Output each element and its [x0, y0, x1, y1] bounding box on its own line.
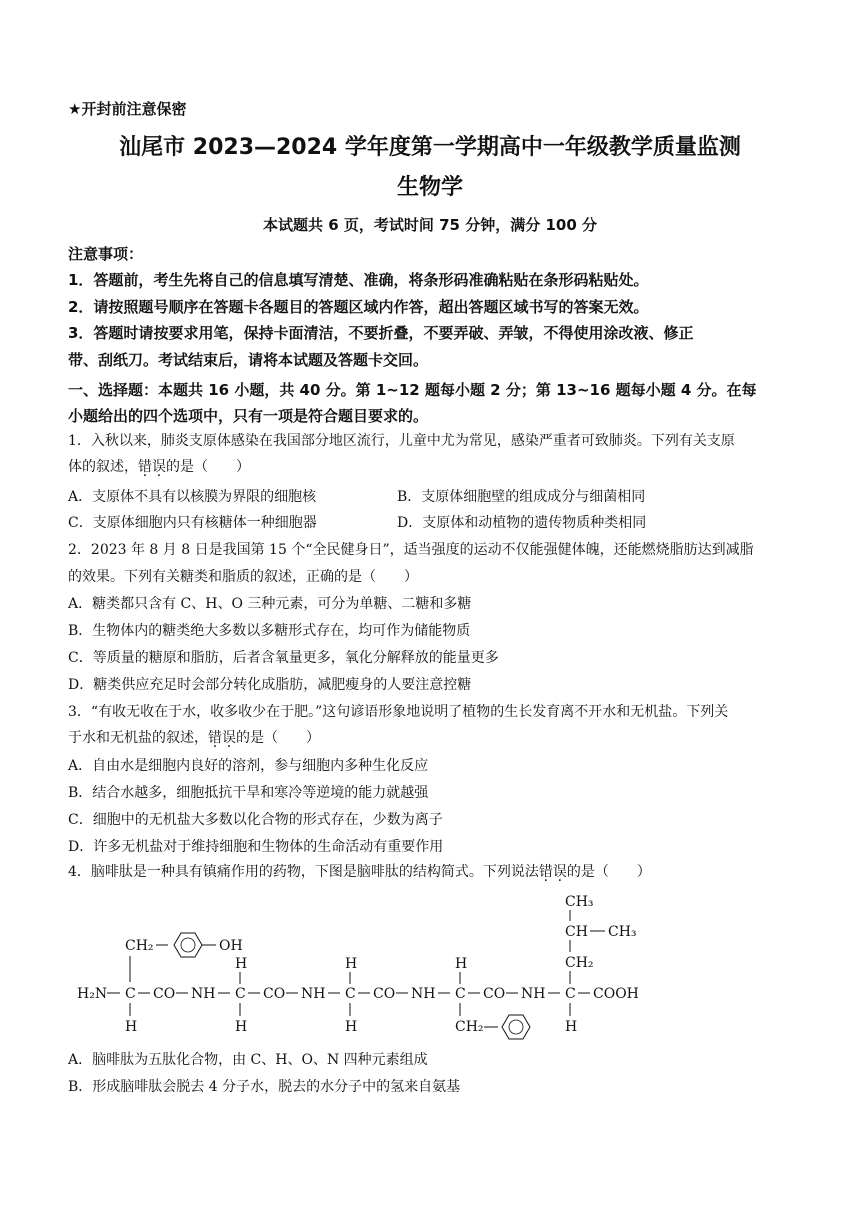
q3-option-c: C．细胞中的无机盐大多数以化合物的形式存在，少数为离子 [68, 812, 443, 828]
phe-ch2: CH₂ [455, 1019, 484, 1035]
chain-co2: CO [263, 986, 286, 1002]
section-1-heading-line-2: 小题给出的四个选项中，只有一项是符合题目要求的。 [68, 407, 429, 425]
q1-stem-line-1: 1．入秋以来，肺炎支原体感染在我国部分地区流行，儿童中尤为常见，感染严重者可致肺炎。下列有关支原 [68, 433, 735, 449]
notes-heading: 注意事项： [68, 245, 144, 263]
note-2: 2．请按照题号顺序在答题卡各题目的答题区域内作答，超出答题区域书写的答案无效。 [68, 298, 649, 316]
q4-stem [68, 862, 651, 882]
chain-cooh: COOH [593, 986, 639, 1002]
benzene-ring-icon [502, 1015, 530, 1039]
chain-c4: C [455, 986, 466, 1002]
q4-option-b: B．形成脑啡肽会脱去 4 分子水，脱去的水分子中的氢来自氨基 [68, 1079, 461, 1095]
q2-option-d: D．糖类供应充足时会部分转化成脂肪，减肥瘦身的人要注意控糖 [68, 677, 472, 693]
q4-stem-post: 的是（ ） [566, 864, 651, 880]
chain-c5: C [565, 986, 576, 1002]
section-1-heading-line-1: 一、选择题：本题共 16 小题，共 40 分。第 1~12 题每小题 2 分；第 13~16 题每小题 4 分。在每 [68, 381, 757, 399]
c5-h-bottom: H [565, 1019, 578, 1035]
q3-option-d: D．许多无机盐对于维持细胞和生物体的生命活动有重要作用 [68, 839, 444, 855]
chain-c2: C [235, 986, 246, 1002]
q3-option-b: B．结合水越多，细胞抵抗干旱和寒冷等逆境的能力就越强 [68, 785, 429, 801]
q3-option-a: A．自由水是细胞内良好的溶剂，参与细胞内多种生化反应 [68, 758, 429, 774]
q3-stem-line-1: 3．“有收无收在于水，收多收少在于肥。”这句谚语形象地说明了植物的生长发育离不开水和无机盐。下列关 [68, 704, 729, 720]
q3-stem-pre: 于水和无机盐的叙述， [68, 730, 208, 746]
q3-stem-line-2 [68, 728, 320, 748]
q1-stem-pre: 体的叙述， [68, 459, 138, 475]
q1-stem-post: 的是（ ） [166, 459, 250, 475]
benzene-ring-icon [174, 933, 202, 957]
q4-option-a: A．脑啡肽为五肽化合物，由 C、H、O、N 四种元素组成 [68, 1052, 428, 1068]
exam-title: 汕尾市 2023—2024 学年度第一学期高中一年级教学质量监测 [119, 135, 741, 160]
q2-stem-line-1: 2．2023 年 8 月 8 日是我国第 15 个“全民健身日”，适当强度的运动不仅能强健体魄，还能燃烧脂肪达到减脂 [68, 542, 754, 558]
leu-ch2: CH₂ [565, 955, 594, 971]
q1-stem-line-2 [68, 457, 250, 477]
note-3-line-2: 带、刮纸刀。考试结束后，请将本试题及答题卡交回。 [68, 351, 429, 369]
c4-h-top: H [455, 956, 468, 972]
tyr-ch2: CH₂ [125, 938, 154, 954]
leu-ch3-top: CH₃ [565, 894, 594, 910]
leu-ch3-right: CH₃ [608, 924, 637, 940]
q2-option-c: C．等质量的糖原和脂肪，后者含氧量更多，氧化分解释放的能量更多 [68, 650, 499, 666]
enkephalin-structure-diagram [70, 888, 670, 1043]
c2-h-bottom: H [235, 1019, 248, 1035]
chain-nh3: NH [411, 986, 436, 1002]
q4-emphasis-2: 误 [552, 864, 567, 880]
chain-nh4: NH [521, 986, 546, 1002]
c3-h-bottom: H [345, 1019, 358, 1035]
q4-emphasis-1: 错 [538, 864, 553, 880]
chain-co4: CO [483, 986, 506, 1002]
note-1: 1．答题前，考生先将自己的信息填写清楚、准确，将条形码准确粘贴在条形码粘贴处。 [68, 271, 649, 289]
q3-stem-post: 的是（ ） [236, 730, 320, 746]
q2-option-a: A．糖类都只含有 C、H、O 三种元素，可分为单糖、二糖和多糖 [68, 596, 472, 612]
tyr-oh: OH [219, 938, 243, 954]
c1-h-bottom: H [125, 1019, 138, 1035]
q4-stem-pre: 4．脑啡肽是一种具有镇痛作用的药物，下图是脑啡肽的结构简式。下列说法 [68, 864, 539, 880]
confidential-notice: ★开封前注意保密 [68, 100, 187, 118]
note-3-line-1: 3．答题时请按要求用笔，保持卡面清洁，不要折叠，不要弄破、弄皱，不得使用涂改液、修正 [68, 324, 694, 342]
q2-option-b: B．生物体内的糖类绝大多数以多糖形式存在，均可作为储能物质 [68, 623, 471, 639]
chain-c1: C [125, 986, 136, 1002]
q2-stem-line-2: 的效果。下列有关糖类和脂质的叙述，正确的是（ ） [68, 569, 418, 585]
q3-emphasis-2: 误 [222, 730, 236, 746]
chain-c3: C [345, 986, 356, 1002]
chain-co1: CO [153, 986, 176, 1002]
leu-ch: CH [565, 924, 588, 940]
chain-nh1: NH [191, 986, 216, 1002]
q1-emphasis-1: 错 [138, 459, 152, 475]
q1-option-d: D．支原体和动植物的遗传物质种类相同 [397, 515, 647, 531]
subject-title: 生物学 [396, 175, 463, 200]
c2-h-top: H [235, 956, 248, 972]
chain-co3: CO [373, 986, 396, 1002]
q1-option-c: C．支原体细胞内只有核糖体一种细胞器 [68, 515, 317, 531]
chain-nh2: NH [301, 986, 326, 1002]
exam-info: 本试题共 6 页，考试时间 75 分钟，满分 100 分 [263, 216, 597, 234]
q3-emphasis-1: 错 [208, 730, 222, 746]
q1-option-a: A．支原体不具有以核膜为界限的细胞核 [68, 489, 317, 505]
chain-h2n: H₂N [77, 986, 108, 1002]
c3-h-top: H [345, 956, 358, 972]
q1-option-b: B．支原体细胞壁的组成成分与细菌相同 [397, 489, 646, 505]
q1-emphasis-2: 误 [152, 459, 166, 475]
